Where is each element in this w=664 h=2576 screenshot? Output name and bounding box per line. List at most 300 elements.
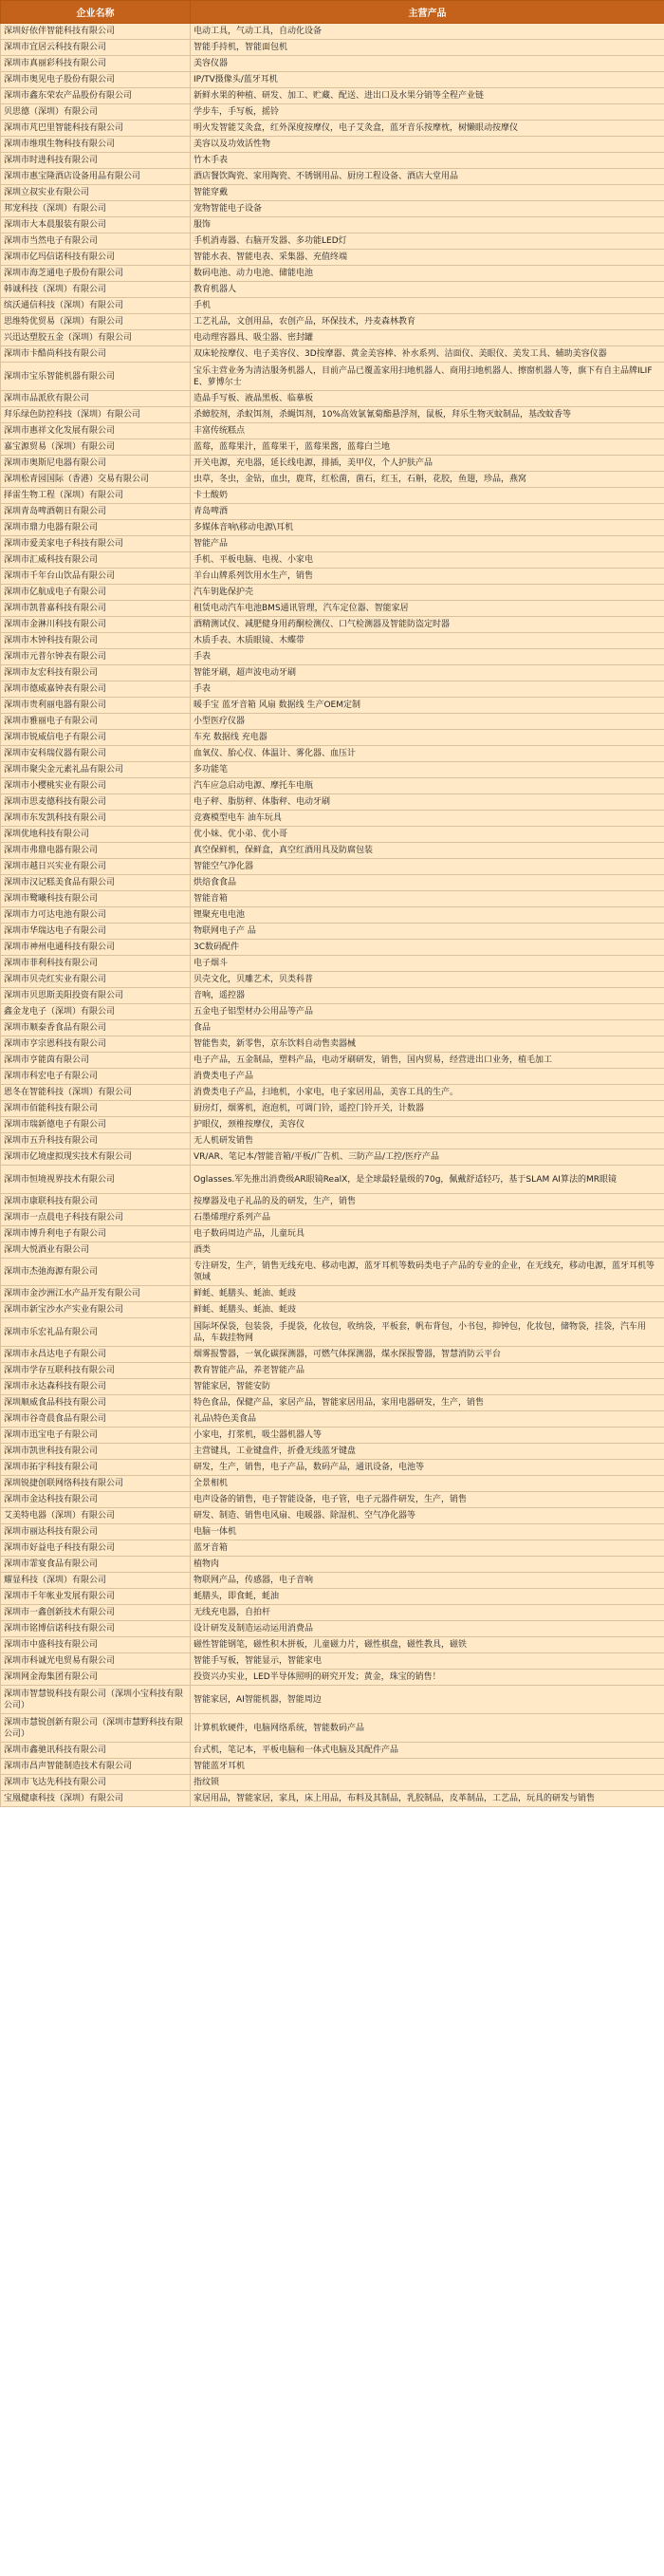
main-products-cell: 家居用品，智能家居，家具，床上用品，布料及其制品，乳胶制品，皮革制品，工艺品，玩具的研发与销售 [191,1791,664,1807]
table-row [1,988,664,1004]
table-row [1,1492,664,1508]
company-name-cell: 深圳市维琪生物科技有限公司 [1,137,191,153]
table-row [1,762,664,778]
company-name-cell: 拜乐绿色防控科技（深圳）有限公司 [1,407,191,423]
main-products-cell: 磁性智能钢笔，磁性积木拼板，儿童磁力片，磁性棋盘，磁性教具，磁铁 [191,1637,664,1653]
main-products-cell: 车充 数据线 充电器 [191,730,664,746]
table-row [1,1444,664,1460]
table-row [1,585,664,601]
table-row [1,363,664,391]
company-name-cell: 深圳市一鑫创新技术有限公司 [1,1605,191,1621]
main-products-cell: 宠物智能电子设备 [191,201,664,217]
main-products-cell: 食品 [191,1020,664,1036]
company-name-cell: 深圳市新宝沙水产实业有限公司 [1,1302,191,1318]
table-row [1,282,664,298]
table-row [1,1053,664,1069]
table-row [1,1242,664,1259]
company-name-cell: 深圳松青园国际（香港）交易有限公司 [1,472,191,488]
main-products-cell: 投资兴办实业，LED半导体照明的研究开发；黄金，珠宝的销售！ [191,1670,664,1686]
company-name-cell: 深圳市贝思斯美阳投资有限公司 [1,988,191,1004]
company-name-cell: 深圳市汉记糕美食品有限公司 [1,875,191,891]
main-products-cell: 酒类 [191,1242,664,1259]
table-row [1,924,664,940]
company-name-cell: 深圳市金淋川科技有限公司 [1,617,191,633]
company-name-cell: 深圳优地科技有限公司 [1,827,191,843]
main-products-cell: 开关电源，充电器，延长线电源，排插，美甲仪，个人护肤产品 [191,456,664,472]
table-row [1,601,664,617]
company-name-cell: 深圳市中盛科技有限公司 [1,1637,191,1653]
table-row [1,520,664,536]
main-products-cell: 电子烟斗 [191,956,664,972]
main-products-cell: 蓝莓，蓝莓果汁，蓝莓果干，蓝莓果酱，蓝莓白兰地 [191,439,664,456]
main-products-cell: 智能牙刷，超声波电动牙刷 [191,665,664,681]
table-row [1,1036,664,1053]
table-row [1,891,664,907]
main-products-cell: 羊台山牌系列饮用水生产，销售 [191,569,664,585]
table-row [1,1318,664,1347]
company-name-cell: 深圳市芃巴里智能科技有限公司 [1,121,191,137]
main-products-cell: 智能音箱 [191,891,664,907]
table-body [1,24,664,1807]
table-row [1,233,664,250]
company-name-cell: 深圳市当然电子有限公司 [1,233,191,250]
main-products-cell: 电动理容器具、吸尘器、密封罐 [191,330,664,346]
table-row [1,1302,664,1318]
main-products-cell: 杀蟑胶剂，杀蚁饵剂，杀蝇饵剂，10%高效氯氰菊酯悬浮剂，鼠板，拜乐生物灭蚊制品，基改蚊香等 [191,407,664,423]
table-row [1,1395,664,1411]
table-row [1,1573,664,1589]
company-name-cell: 深圳市亨能茵有限公司 [1,1053,191,1069]
table-row [1,1411,664,1428]
main-products-cell: 鲜蚝、蚝膳头、蚝油、蚝豉 [191,1286,664,1302]
company-name-cell: 深圳市亿境虚拟现实技术有限公司 [1,1149,191,1166]
main-products-header: 主营产品 [191,1,664,24]
company-name-cell: 深圳市奥斯尼电器有限公司 [1,456,191,472]
table-row [1,391,664,407]
main-products-cell: 美容以及功效活性物 [191,137,664,153]
main-products-cell: 电子产品，五金制品，塑料产品，电动牙刷研发，销售，国内贸易，经营进出口业务，植毛加工 [191,1053,664,1069]
main-products-cell: 智能水表、智能电表、采集器、充值终端 [191,250,664,266]
company-name-cell: 深圳市锐威信电子有限公司 [1,730,191,746]
company-name-cell: 韩诚科技（深圳）有限公司 [1,282,191,298]
table-row [1,1004,664,1020]
table-row [1,1476,664,1492]
company-name-cell: 深圳顺威食品科技有限公司 [1,1395,191,1411]
company-name-cell: 深圳市亨宗恩科技有限公司 [1,1036,191,1053]
main-products-cell: 卡士酸奶 [191,488,664,504]
table-row [1,1020,664,1036]
table-row [1,1101,664,1117]
company-name-cell: 恩冬在智能科技（深圳）有限公司 [1,1085,191,1101]
table-row [1,201,664,217]
main-products-cell: 礼品\特色美食品 [191,1411,664,1428]
table-row [1,907,664,924]
company-name-cell: 深圳市惠祥文化发展有限公司 [1,423,191,439]
table-row [1,1460,664,1476]
main-products-cell: 造晶手写板、液晶黑板、临摹板 [191,391,664,407]
company-name-header: 企业名称 [1,1,191,24]
main-products-cell: 智能产品 [191,536,664,552]
main-products-cell: 消费类电子产品，扫地机，小家电，电子家居用品，美容工具的生产。 [191,1085,664,1101]
main-products-cell: IP/TV摄像头/蓝牙耳机 [191,72,664,88]
main-products-cell: 电动工具，气动工具，自动化设备 [191,24,664,40]
table-row [1,137,664,153]
table-row [1,504,664,520]
table-row [1,266,664,282]
company-name-cell: 深圳市千年台山饮品有限公司 [1,569,191,585]
company-name-cell: 深圳市顺泰香食品有限公司 [1,1020,191,1036]
main-products-cell: 指纹锁 [191,1775,664,1791]
main-products-cell: 木质手表、木质眼镜、木蝶带 [191,633,664,649]
table-row [1,1540,664,1557]
table-row [1,1428,664,1444]
company-name-cell: 深圳市贝壳红实业有限公司 [1,972,191,988]
main-products-cell: 服饰 [191,217,664,233]
company-name-cell: 鑫金龙电子（深圳）有限公司 [1,1004,191,1020]
company-name-cell: 深圳市宝乐智能机器有限公司 [1,363,191,391]
main-products-cell: 厨房灯，烟雾机，泡泡机，可调门铃，遥控门铃开关，计数器 [191,1101,664,1117]
company-name-cell: 深圳市汇威科技有限公司 [1,552,191,569]
table-row [1,552,664,569]
main-products-cell: 手机 [191,298,664,314]
company-name-cell: 深圳市亿航成电子有限公司 [1,585,191,601]
company-name-cell: 深圳市亿玛信诺科技有限公司 [1,250,191,266]
table-row [1,1085,664,1101]
company-name-cell: 深圳市鑫东荣农产品股份有限公司 [1,88,191,104]
main-products-cell: 竞赛模型电车 油车玩具 [191,811,664,827]
table-row [1,1759,664,1775]
table-row [1,843,664,859]
company-name-cell: 深圳市霏宴食品有限公司 [1,1557,191,1573]
table-row [1,88,664,104]
company-name-cell: 深圳市卡酷尚科技有限公司 [1,346,191,363]
main-products-cell: 电声设备的销售，电子智能设备，电子管，电子元器件研发，生产，销售 [191,1492,664,1508]
main-products-cell: 新鲜水果的种植、研发、加工、贮藏、配送、进出口及水果分销等全程产业链 [191,88,664,104]
main-products-cell: 工艺礼品，文创用品，农创产品，环保技术，丹麦森林教育 [191,314,664,330]
company-name-cell: 深圳网金海集团有限公司 [1,1670,191,1686]
company-name-cell: 深圳市恒境视界技术有限公司 [1,1166,191,1194]
table-row [1,1791,664,1807]
company-name-cell: 深圳市杰弛海源有限公司 [1,1259,191,1286]
main-products-cell: 丰富传统糕点 [191,423,664,439]
company-name-cell: 艾美特电器（深圳）有限公司 [1,1508,191,1524]
table-row [1,121,664,137]
main-products-cell: 美容仪器 [191,56,664,72]
company-name-cell: 深圳市惠宝隆酒店设备用品有限公司 [1,169,191,185]
company-name-cell: 深圳市海芝通电子股份有限公司 [1,266,191,282]
main-products-cell: 暖手宝 蓝牙音箱 风扇 数据线 生产OEM定制 [191,698,664,714]
company-name-cell: 深圳市木钟科技有限公司 [1,633,191,649]
main-products-cell: 按摩器及电子礼品的及的研发，生产，销售 [191,1194,664,1210]
main-products-cell: 优小妹、优小弟、优小哥 [191,827,664,843]
table-row [1,972,664,988]
main-products-cell: 智能家居，AI智能机器，智能周边 [191,1686,664,1714]
main-products-cell: 手表 [191,681,664,698]
company-name-cell: 深圳市拓宇科技有限公司 [1,1460,191,1476]
company-name-cell: 深圳市鑫驰讯科技有限公司 [1,1743,191,1759]
company-name-cell: 深圳市奥见电子股份有限公司 [1,72,191,88]
table-row [1,439,664,456]
main-products-cell: 汽车钥匙保护壳 [191,585,664,601]
table-row [1,1743,664,1759]
company-name-cell: 深圳市千年帐业发展有限公司 [1,1589,191,1605]
company-name-cell: 深圳市谷奇晨食品有限公司 [1,1411,191,1428]
company-name-cell: 深圳市永达森科技有限公司 [1,1379,191,1395]
main-products-cell: 智能售卖，新零售，京东饮料自动售卖器械 [191,1036,664,1053]
main-products-cell: 电脑一体机 [191,1524,664,1540]
company-name-cell: 深圳市飞达先科技有限公司 [1,1775,191,1791]
main-products-cell: 蓝牙音箱 [191,1540,664,1557]
company-name-cell: 深圳市思麦德科技有限公司 [1,794,191,811]
company-name-cell: 深圳市雅丽电子有限公司 [1,714,191,730]
company-name-cell: 深圳市科宏电子有限公司 [1,1069,191,1085]
table-row [1,1714,664,1743]
main-products-cell: 护眼仪，颈椎按摩仪，美容仪 [191,1117,664,1133]
main-products-cell: 酒店餐饮陶瓷、家用陶瓷、不锈钢用品、厨房工程设备、酒店大堂用品 [191,169,664,185]
table-row [1,1686,664,1714]
company-name-cell: 宝凰健康科技（深圳）有限公司 [1,1791,191,1807]
table-row [1,298,664,314]
table-header-row [1,1,664,24]
table-row [1,698,664,714]
company-name-cell: 深圳好依伴智能科技有限公司 [1,24,191,40]
main-products-cell: 租赁电动汽车电池BMS通讯管理，汽车定位器、智能家居 [191,601,664,617]
table-row [1,407,664,423]
main-products-cell: 数码电池、动力电池、储能电池 [191,266,664,282]
table-row [1,1194,664,1210]
table-row [1,730,664,746]
main-products-cell: 蚝膳头，即食蚝，蚝油 [191,1589,664,1605]
company-name-cell: 深圳市宜居云科技有限公司 [1,40,191,56]
company-name-cell: 深圳市凯世科技有限公司 [1,1444,191,1460]
company-name-cell: 深圳市学存互联科技有限公司 [1,1363,191,1379]
main-products-cell: 教育机器人 [191,282,664,298]
main-products-cell: VR/AR、笔记本/智能音箱/平板/广告机、三防产品/工控/医疗产品 [191,1149,664,1166]
company-name-cell: 深圳大悦酒业有限公司 [1,1242,191,1259]
table-row [1,811,664,827]
main-products-cell: 血氧仪、胎心仪、体温计、雾化器、血压计 [191,746,664,762]
company-name-cell: 择雷生物工程（深圳）有限公司 [1,488,191,504]
table-row [1,1557,664,1573]
main-products-cell: 教育智能产品，养老智能产品 [191,1363,664,1379]
main-products-cell: 专注研发，生产，销售无线充电、移动电源，蓝牙耳机等数码类电子产品的专业的企业，在无线充，移动电源，蓝牙耳机等领域 [191,1259,664,1286]
main-products-cell: 智能空气净化器 [191,859,664,875]
company-name-cell: 深圳市好益电子科技有限公司 [1,1540,191,1557]
company-name-cell: 深圳市真丽彩科技有限公司 [1,56,191,72]
company-name-cell: 深圳市昌声智能制造技术有限公司 [1,1759,191,1775]
table-row [1,250,664,266]
main-products-cell: 手机、平板电脑、电视、小家电 [191,552,664,569]
table-row [1,681,664,698]
main-products-cell: 多媒体音响\移动电源\耳机 [191,520,664,536]
table-row [1,56,664,72]
company-name-cell: 深圳市一点晨电子科技有限公司 [1,1210,191,1226]
main-products-cell: 竹木手表 [191,153,664,169]
table-row [1,1605,664,1621]
main-products-cell: 真空保鲜机，保鲜盒，真空红酒用具及防腐包装 [191,843,664,859]
main-products-cell: 物联网产品，传感器，电子音响 [191,1573,664,1589]
company-name-cell: 深圳市神州电通科技有限公司 [1,940,191,956]
table-row [1,617,664,633]
company-name-cell: 思维特优贸易（深圳）有限公司 [1,314,191,330]
company-name-cell: 深圳市博升利电子有限公司 [1,1226,191,1242]
company-name-cell: 深圳市时进科技有限公司 [1,153,191,169]
main-products-cell: 电子数码周边产品，儿童玩具 [191,1226,664,1242]
company-name-cell: 深圳市慧锐创新有限公司（深圳市慧野科技有限公司） [1,1714,191,1743]
table-row [1,330,664,346]
table-row [1,24,664,40]
company-name-cell: 深圳市德威嘉钟表有限公司 [1,681,191,698]
main-products-cell: 研发、制造、销售电风扇、电暖器、除湿机、空气净化器等 [191,1508,664,1524]
main-products-cell: 智能穿戴 [191,185,664,201]
main-products-cell: 宝乐主营业务为清洁服务机器人，目前产品已覆盖家用扫地机器人、商用扫地机器人、擦窗机器人等，旗下有自主品牌ILIFE、萝博尔士 [191,363,664,391]
main-products-cell: 无人机研发销售 [191,1133,664,1149]
table-row [1,314,664,330]
main-products-cell: 青岛啤酒 [191,504,664,520]
main-products-cell: 学步车，手写板，摇铃 [191,104,664,121]
table-row [1,1670,664,1686]
table-row [1,633,664,649]
main-products-cell: 汽车应急启动电源、摩托车电瓶 [191,778,664,794]
main-products-cell: 消费类电子产品 [191,1069,664,1085]
table-row [1,956,664,972]
table-row [1,794,664,811]
table-row [1,746,664,762]
table-row [1,217,664,233]
company-name-cell: 贝思德（深圳）有限公司 [1,104,191,121]
company-name-cell: 深圳市丽达科技有限公司 [1,1524,191,1540]
company-name-cell: 深圳市华瑞达电子有限公司 [1,924,191,940]
company-name-cell: 深圳市品派欣有限公司 [1,391,191,407]
table-row [1,1653,664,1670]
main-products-cell: 虫草，冬虫，金钻，血虫，鹿茸，红松菌，菌石，红玉，石斛，花胶，鱼翅，珍品，燕窝 [191,472,664,488]
company-name-cell: 深圳市友宏科技有限公司 [1,665,191,681]
company-name-cell: 深圳市聚尖金元素礼品有限公司 [1,762,191,778]
company-name-cell: 深圳市弗鼎电器有限公司 [1,843,191,859]
main-products-cell: 主营键具，工业键盘件，折叠无线蓝牙键盘 [191,1444,664,1460]
table-row [1,1117,664,1133]
main-products-cell: 音响，遥控器 [191,988,664,1004]
main-products-cell: 手机消毒器、右脑开发器、多功能LED灯 [191,233,664,250]
main-products-cell: 多功能笔 [191,762,664,778]
company-name-cell: 深圳市鹭曦科技有限公司 [1,891,191,907]
company-name-cell: 深圳锐捷创联网络科技有限公司 [1,1476,191,1492]
main-products-cell: 全景相机 [191,1476,664,1492]
main-products-cell: 锂聚充电电池 [191,907,664,924]
table-row [1,875,664,891]
table-row [1,665,664,681]
main-products-cell: 明火发智能艾灸盒，红外深度按摩仪，电子艾灸盒，蓝牙音乐按摩枕，树懒眼动按摩仪 [191,121,664,137]
main-products-cell: 烘焙食食品 [191,875,664,891]
table-row [1,185,664,201]
table-row [1,1363,664,1379]
table-row [1,1621,664,1637]
company-name-cell: 兴迅达塑胶五金（深圳）有限公司 [1,330,191,346]
company-name-cell: 深圳市智慧锐科技有限公司（深圳小宝科技有限公司） [1,1686,191,1714]
main-products-cell: Oglasses.军先推出消费级AR眼镜RealX，是全球最轻量级的70g，佩戴舒适轻巧，基于SLAM AI算法的MR眼镜 [191,1166,664,1194]
table-row [1,859,664,875]
company-name-cell: 深圳市凯普嘉科技有限公司 [1,601,191,617]
company-name-cell: 深圳青岛啤酒朝日有限公司 [1,504,191,520]
company-name-cell: 深圳市五升科技有限公司 [1,1133,191,1149]
main-products-cell: 植物肉 [191,1557,664,1573]
main-products-cell: 烟雾报警器，一氧化碳探测器，可燃气体探测器，煤水探报警器，智慧消防云平台 [191,1347,664,1363]
table-row [1,1347,664,1363]
company-name-cell: 深圳市乐宏礼品有限公司 [1,1318,191,1347]
main-products-cell: 智能手写板，智能显示，智能家电 [191,1653,664,1670]
table-row [1,1149,664,1166]
table-row [1,1286,664,1302]
table-row [1,1166,664,1194]
main-products-cell: 石墨烯理疗系列产品 [191,1210,664,1226]
main-products-cell: 双床轮按摩仪、电子美容仪、3D按摩器、黄金美容棒、补水系列、洁面仪、美眼仪、美发工具、辅助美容仪器 [191,346,664,363]
main-products-cell: 五金电子铝型材办公用品等产品 [191,1004,664,1020]
table-row [1,1379,664,1395]
company-name-cell: 嘉宝源贸易（深圳）有限公司 [1,439,191,456]
company-name-cell: 深圳市迅宝电子有限公司 [1,1428,191,1444]
company-name-cell: 深圳市科诚光电贸易有限公司 [1,1653,191,1670]
table-row [1,536,664,552]
main-products-cell: 3C数码配件 [191,940,664,956]
table-row [1,488,664,504]
table-row [1,72,664,88]
company-name-cell: 深圳市康联科技有限公司 [1,1194,191,1210]
main-products-cell: 智能蓝牙耳机 [191,1759,664,1775]
company-name-cell: 深圳市菲利科技有限公司 [1,956,191,972]
company-name-cell: 深圳市鼎力电器有限公司 [1,520,191,536]
company-name-cell: 耀显科技（深圳）有限公司 [1,1573,191,1589]
company-name-cell: 深圳市安科瑞仪器有限公司 [1,746,191,762]
main-products-cell: 手表 [191,649,664,665]
company-name-cell: 缤沃通信科技（深圳）有限公司 [1,298,191,314]
company-name-cell: 深圳市越日兴实业有限公司 [1,859,191,875]
table-row [1,40,664,56]
company-name-cell: 深圳市东发凯科技有限公司 [1,811,191,827]
company-name-cell: 邦宠科技（深圳）有限公司 [1,201,191,217]
table-row [1,1210,664,1226]
company-name-cell: 深圳立叔实业有限公司 [1,185,191,201]
main-products-cell: 智能手持机，智能面包机 [191,40,664,56]
main-products-cell: 研发，生产，销售，电子产品，数码产品，通讯设备，电池等 [191,1460,664,1476]
table-row [1,346,664,363]
table-row [1,153,664,169]
main-products-cell: 国际坏保袋，包装袋，手提袋，化妆包，收纳袋，平板套，帆布背包，小书包，抑钟包，化妆包，储物袋，挂袋，汽车用品，车载挂物网 [191,1318,664,1347]
company-name-cell: 深圳市金达科技有限公司 [1,1492,191,1508]
table-row [1,169,664,185]
company-name-cell: 深圳市爱美家电子科技有限公司 [1,536,191,552]
table-row [1,1775,664,1791]
main-products-cell: 台式机，笔记本，平板电脑和一体式电脑及其配件产品 [191,1743,664,1759]
company-name-cell: 深圳市元普尔钟表有限公司 [1,649,191,665]
main-products-cell: 小家电，打浆机，吸尘器机器人等 [191,1428,664,1444]
company-name-cell: 深圳市瑞新德电子有限公司 [1,1117,191,1133]
table-row [1,827,664,843]
table-row [1,1508,664,1524]
table-row [1,104,664,121]
company-name-cell: 深圳市贵利丽电器有限公司 [1,698,191,714]
table-row [1,1226,664,1242]
company-name-cell: 深圳市永昌达电子有限公司 [1,1347,191,1363]
table-row [1,1259,664,1286]
table-row [1,423,664,439]
table-row [1,714,664,730]
company-name-cell: 深圳市铭博信诺科技有限公司 [1,1621,191,1637]
main-products-cell: 小型医疗仪器 [191,714,664,730]
main-products-cell: 特色食品，保健产品，家居产品，智能家居用品，家用电器研发，生产，销售 [191,1395,664,1411]
table-row [1,1524,664,1540]
company-name-cell: 深圳市金沙洲江水产品开发有限公司 [1,1286,191,1302]
company-name-cell: 深圳市大本晨服装有限公司 [1,217,191,233]
